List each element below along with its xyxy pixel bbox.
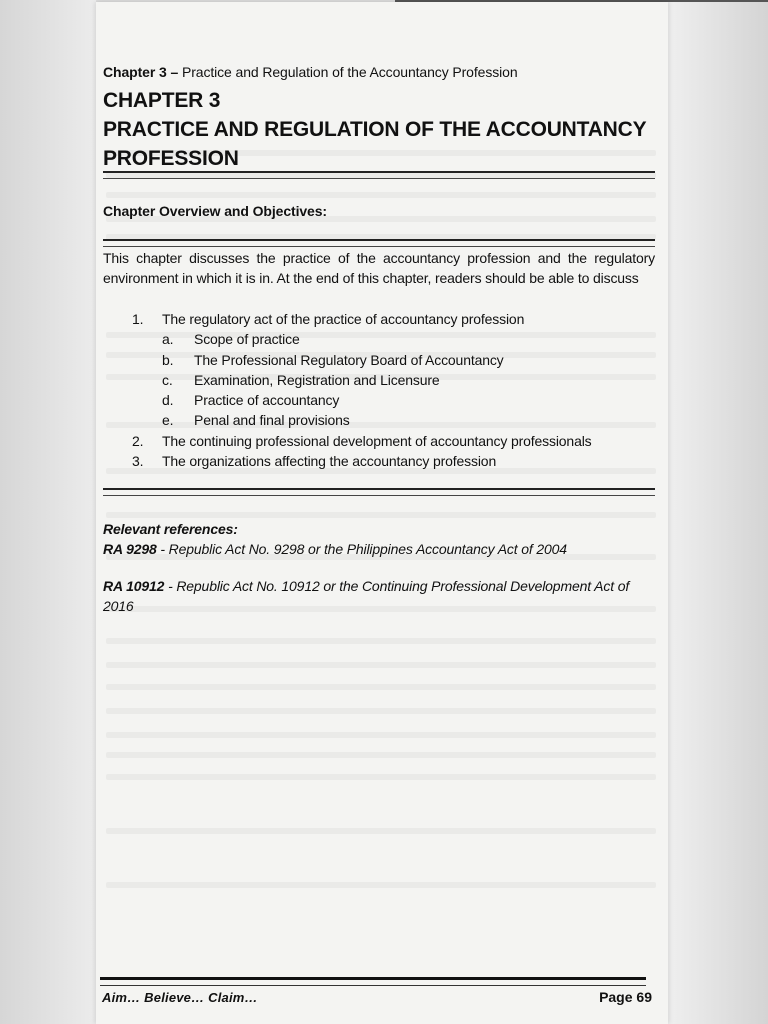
list-item	[103, 309, 655, 329]
references-block	[103, 519, 655, 559]
page-number: Page 69	[599, 989, 652, 1005]
running-header	[103, 64, 518, 80]
list-item	[103, 350, 655, 370]
list-item-text: The regulatory act of the practice of accountancy profession	[162, 311, 525, 327]
list-item-number: e.	[162, 412, 174, 429]
list-item-text: Practice of accountancy	[194, 392, 340, 409]
chapter-title	[103, 86, 655, 173]
chapter-number: CHAPTER 3	[103, 89, 221, 112]
footer-motto: Aim… Believe… Claim…	[102, 990, 258, 1005]
list-item	[103, 451, 655, 471]
overview-heading: Chapter Overview and Objectives:	[103, 203, 327, 219]
list-item	[103, 390, 655, 410]
running-header-separator: –	[166, 64, 182, 80]
list-item	[103, 410, 655, 430]
running-header-chapter: Chapter 3	[103, 64, 167, 80]
running-header-title: Practice and Regulation of the Accountancy Profession	[181, 64, 518, 80]
reference-code: RA 10912	[103, 578, 165, 594]
list-item	[103, 329, 655, 349]
list-item-number: b.	[162, 351, 174, 368]
list-item-text: The continuing professional development of accountancy professionals	[162, 432, 592, 449]
list-item-text: Examination, Registration and Licensure	[194, 371, 440, 388]
reference-description: - Republic Act No. 10912 or the Continuing Professional Development Act of 2016	[103, 578, 630, 614]
list-item-text: Scope of practice	[194, 331, 300, 348]
list-item	[103, 370, 655, 390]
list-item-number: c.	[162, 371, 173, 388]
chapter-title-line-1: PRACTICE AND REGULATION OF THE ACCOUNTANCY	[103, 118, 647, 141]
overview-intro: This chapter discusses the practice of the accountancy profession and the regulatory environment in which it is in. At the end of this chapter, readers should be able to discuss	[103, 250, 655, 286]
document-page	[96, 2, 668, 1024]
list-item-number: 1.	[132, 311, 144, 327]
objectives-divider	[103, 488, 655, 496]
list-item-number: d.	[162, 392, 174, 409]
list-item-text: Penal and final provisions	[194, 412, 350, 429]
list-item-number: 2.	[132, 432, 144, 449]
scan-background-left	[0, 0, 96, 1024]
references-heading: Relevant references:	[103, 521, 238, 537]
list-item-number: a.	[162, 331, 174, 348]
list-item-text: The organizations affecting the accountancy profession	[162, 453, 497, 470]
scan-background-right	[668, 0, 768, 1024]
list-item-number: 3.	[132, 453, 144, 470]
title-divider	[103, 171, 655, 179]
list-item-text: The Professional Regulatory Board of Accountancy	[194, 351, 504, 368]
footer-divider	[100, 977, 646, 986]
reference-description: - Republic Act No. 9298 or the Philippines Accountancy Act of 2004	[156, 541, 567, 557]
objectives-list	[103, 309, 655, 471]
list-item	[103, 431, 655, 451]
reference-code: RA 9298	[103, 541, 157, 557]
overview-divider	[103, 239, 655, 247]
reference-item	[103, 576, 655, 616]
chapter-title-line-2: PROFESSION	[103, 147, 239, 170]
reference-item	[103, 539, 655, 559]
